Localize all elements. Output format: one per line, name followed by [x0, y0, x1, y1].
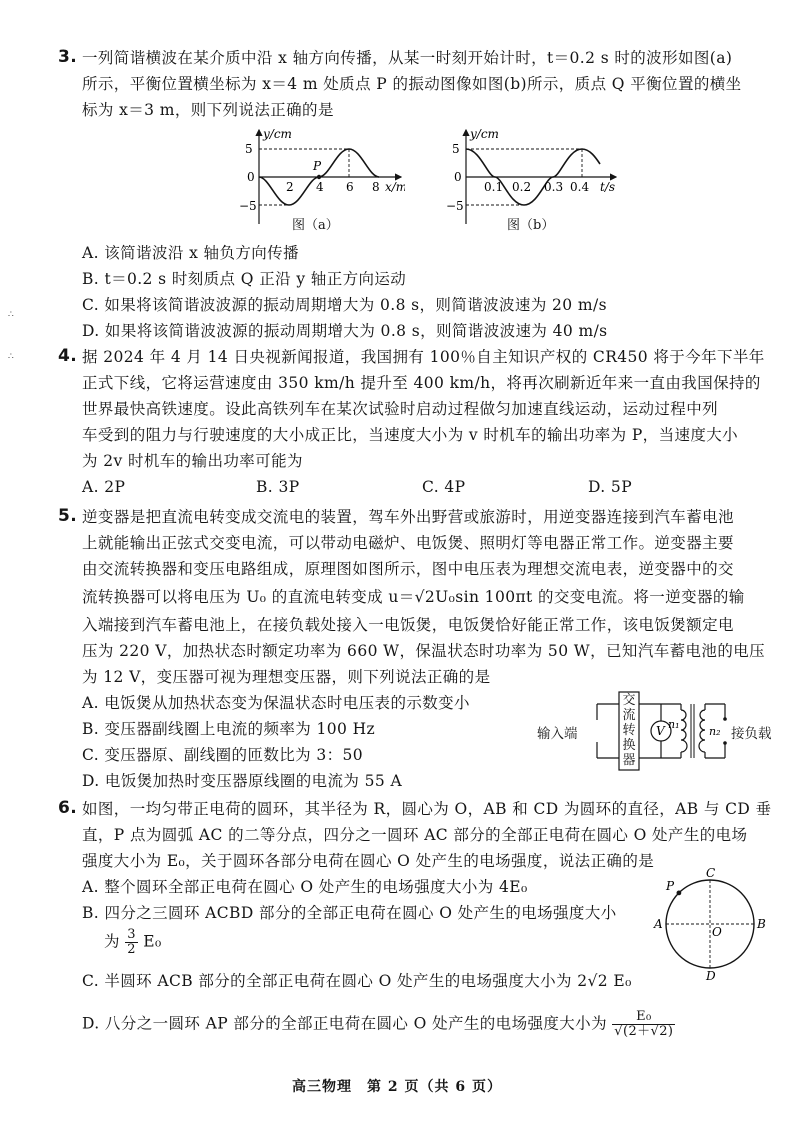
option-c: C. 4P — [422, 478, 466, 496]
option-d-text: D. 八分之一圆环 AP 部分的全部正电荷在圆心 O 处产生的电场强度大小为 — [82, 1014, 607, 1033]
option-a: A. 整个圆环全部正电荷在圆心 O 处产生的电场强度大小为 4E₀ — [82, 878, 528, 896]
point-label-d: D — [706, 969, 716, 982]
option-d: D. 如果将该简谐波波源的振动周期增大为 0.8 s，则简谐波波速为 40 m/s — [82, 322, 608, 340]
question-number: 3. — [58, 47, 78, 67]
question-text-line: 逆变器是把直流电转变成交流电的装置，驾车外出野营或旅游时，用逆变器连接到汽车蓄电池 — [82, 508, 734, 526]
point-label-p: P — [313, 159, 322, 173]
question-text-line: 为 2v 时机车的输出功率可能为 — [82, 452, 303, 470]
voltmeter-label: V — [656, 724, 665, 738]
option-a: A. 该简谐波沿 x 轴负方向传播 — [82, 244, 299, 262]
converter-char: 换 — [622, 738, 636, 753]
question-text-line: 世界最快高铁速度。设此高铁列车在某次试验时启动过程做匀加速直线运动，运动过程中列 — [82, 400, 719, 418]
question-text-line: 所示，平衡位置横坐标为 x＝4 m 处质点 P 的振动图像如图(b)所示，质点 Q 平衡位置的横坐 — [82, 75, 742, 93]
x-tick: 8 — [372, 180, 380, 194]
x-tick: 0.3 — [544, 180, 564, 194]
axis-label-y: y/cm — [263, 127, 292, 141]
question-text-line: 据 2024 年 4 月 14 日央视新闻报道，我国拥有 100％自主知识产权的 CR450 将于今年下半年 — [82, 348, 765, 366]
question-text-line: 由交流转换器和变压电路组成，原理图如图所示，图中电压表为理想交流电表，逆变器中的交 — [82, 560, 734, 578]
converter-char: 交 — [622, 693, 636, 708]
question-number: 6. — [58, 798, 78, 818]
question-number: 4. — [58, 346, 78, 366]
fraction — [612, 1010, 675, 1039]
option-b: B. 四分之三圆环 ACBD 部分的全部正电荷在圆心 O 处产生的电场强度大小 — [82, 904, 617, 922]
converter-box-label — [621, 693, 637, 768]
input-terminal-label: 输入端 — [537, 726, 578, 742]
option-a: A. 电饭煲从加热状态变为保温状态时电压表的示数变小 — [82, 694, 470, 712]
question-text-line: 直，P 点为圆弧 AC 的二等分点，四分之一圆环 AC 部分的全部正电荷在圆心 O 处产生的电场 — [82, 826, 748, 844]
fraction-numerator: 3 — [127, 927, 136, 942]
y-tick: 5 — [245, 142, 253, 156]
option-b: B. t＝0.2 s 时刻质点 Q 正沿 y 轴正方向运动 — [82, 270, 407, 288]
primary-turns-label: n₁ — [668, 718, 680, 731]
fraction-denominator: √(2＋√2) — [614, 1024, 674, 1039]
question-text-line: 正式下线，它将运营速度由 350 km/h 提升至 400 km/h，将再次刷新近年来一直由我国保持的 — [82, 374, 761, 392]
x-tick: 0.1 — [484, 180, 504, 194]
fraction — [125, 928, 138, 957]
converter-char: 流 — [622, 708, 636, 723]
page-footer: 高三物理 第 2 页（共 6 页） — [292, 1079, 502, 1095]
fraction-denominator: 2 — [127, 942, 136, 957]
question-number: 5. — [58, 506, 78, 526]
axis-label-y: y/cm — [470, 127, 499, 141]
option-b-suffix: E₀ — [143, 932, 162, 951]
question-text-line: 强度大小为 E₀，关于圆环各部分电荷在圆心 O 处产生的电场强度，说法正确的是 — [82, 852, 655, 870]
origin-label: 0 — [247, 170, 255, 184]
option-a: A. 2P — [82, 478, 126, 496]
axis-label-x: t/s — [600, 180, 616, 194]
center-label-o: O — [712, 925, 722, 939]
y-tick: −5 — [446, 199, 464, 213]
inverter-circuit-diagram — [537, 688, 775, 774]
question-text-line: 一列简谐横波在某介质中沿 x 轴方向传播，从某一时刻开始计时，t＝0.2 s 时的波形如图(a) — [82, 49, 733, 67]
question-text-line: 入端接到汽车蓄电池上，在接负载处接入一电饭煲，电饭煲恰好能正常工作，该电饭煲额定电 — [82, 616, 734, 634]
option-c: C. 半圆环 ACB 部分的全部正电荷在圆心 O 处产生的电场强度大小为 2√2 E₀ — [82, 972, 632, 990]
option-c: C. 如果将该简谐波波源的振动周期增大为 0.8 s，则简谐波波速为 20 m/s — [82, 296, 607, 314]
question-text-line: 为 12 V，变压器可视为理想变压器，则下列说法正确的是 — [82, 668, 491, 686]
x-tick: 2 — [286, 180, 294, 194]
charged-ring-diagram — [650, 866, 770, 982]
axis-label-x: x/m — [385, 180, 405, 194]
converter-char: 转 — [622, 723, 636, 738]
figure-caption: 图（b） — [507, 218, 555, 233]
point-label-p: P — [666, 879, 675, 893]
option-d — [82, 1010, 675, 1039]
margin-mark: ∴ — [8, 310, 14, 320]
option-b-continuation — [104, 928, 162, 957]
figure-caption: 图（a） — [292, 218, 339, 233]
question-text-line: 压为 220 V，加热状态时额定功率为 660 W，保温状态时功率为 50 W，已知汽车蓄电池的电压 — [82, 642, 766, 660]
point-label-a: A — [654, 917, 663, 931]
converter-char: 器 — [622, 753, 636, 768]
y-tick: 5 — [452, 142, 460, 156]
option-d: D. 电饭煲加热时变压器原线圈的电流为 55 A — [82, 772, 403, 790]
origin-label: 0 — [454, 170, 462, 184]
question-text-line: 标为 x＝3 m，则下列说法正确的是 — [82, 101, 334, 119]
question-text-line: 车受到的阻力与行驶速度的大小成正比，当速度大小为 v 时机车的输出功率为 P，当速度大小 — [82, 426, 739, 444]
option-b: B. 3P — [256, 478, 300, 496]
point-label-c: C — [706, 866, 716, 880]
y-tick: −5 — [239, 199, 257, 213]
x-tick: 0.2 — [512, 180, 532, 194]
option-b-prefix: 为 — [104, 932, 120, 951]
secondary-turns-label: n₂ — [709, 725, 721, 738]
load-terminal-label: 接负载 — [731, 726, 772, 742]
option-c: C. 变压器原、副线圈的匝数比为 3：50 — [82, 746, 364, 764]
question-text-line: 如图，一均匀带正电荷的圆环，其半径为 R，圆心为 O，AB 和 CD 为圆环的直径，AB 与 CD 垂 — [82, 800, 772, 818]
question-text-line: 流转换器可以将电压为 U₀ 的直流电转变成 u＝√2U₀sin 100πt 的交变电流。将一逆变器的输 — [82, 588, 745, 606]
x-tick: 6 — [346, 180, 354, 194]
point-label-b: B — [757, 917, 766, 931]
fraction-numerator: E₀ — [612, 1010, 675, 1025]
question-text-line: 上就能输出正弦式交变电流，可以带动电磁炉、电饭煲、照明灯等电器正常工作。逆变器主要 — [82, 534, 734, 552]
x-tick: 0.4 — [570, 180, 590, 194]
margin-mark: ∴ — [8, 352, 14, 362]
option-d: D. 5P — [588, 478, 633, 496]
x-tick: 4 — [316, 180, 324, 194]
option-b: B. 变压器副线圈上电流的频率为 100 Hz — [82, 720, 376, 738]
